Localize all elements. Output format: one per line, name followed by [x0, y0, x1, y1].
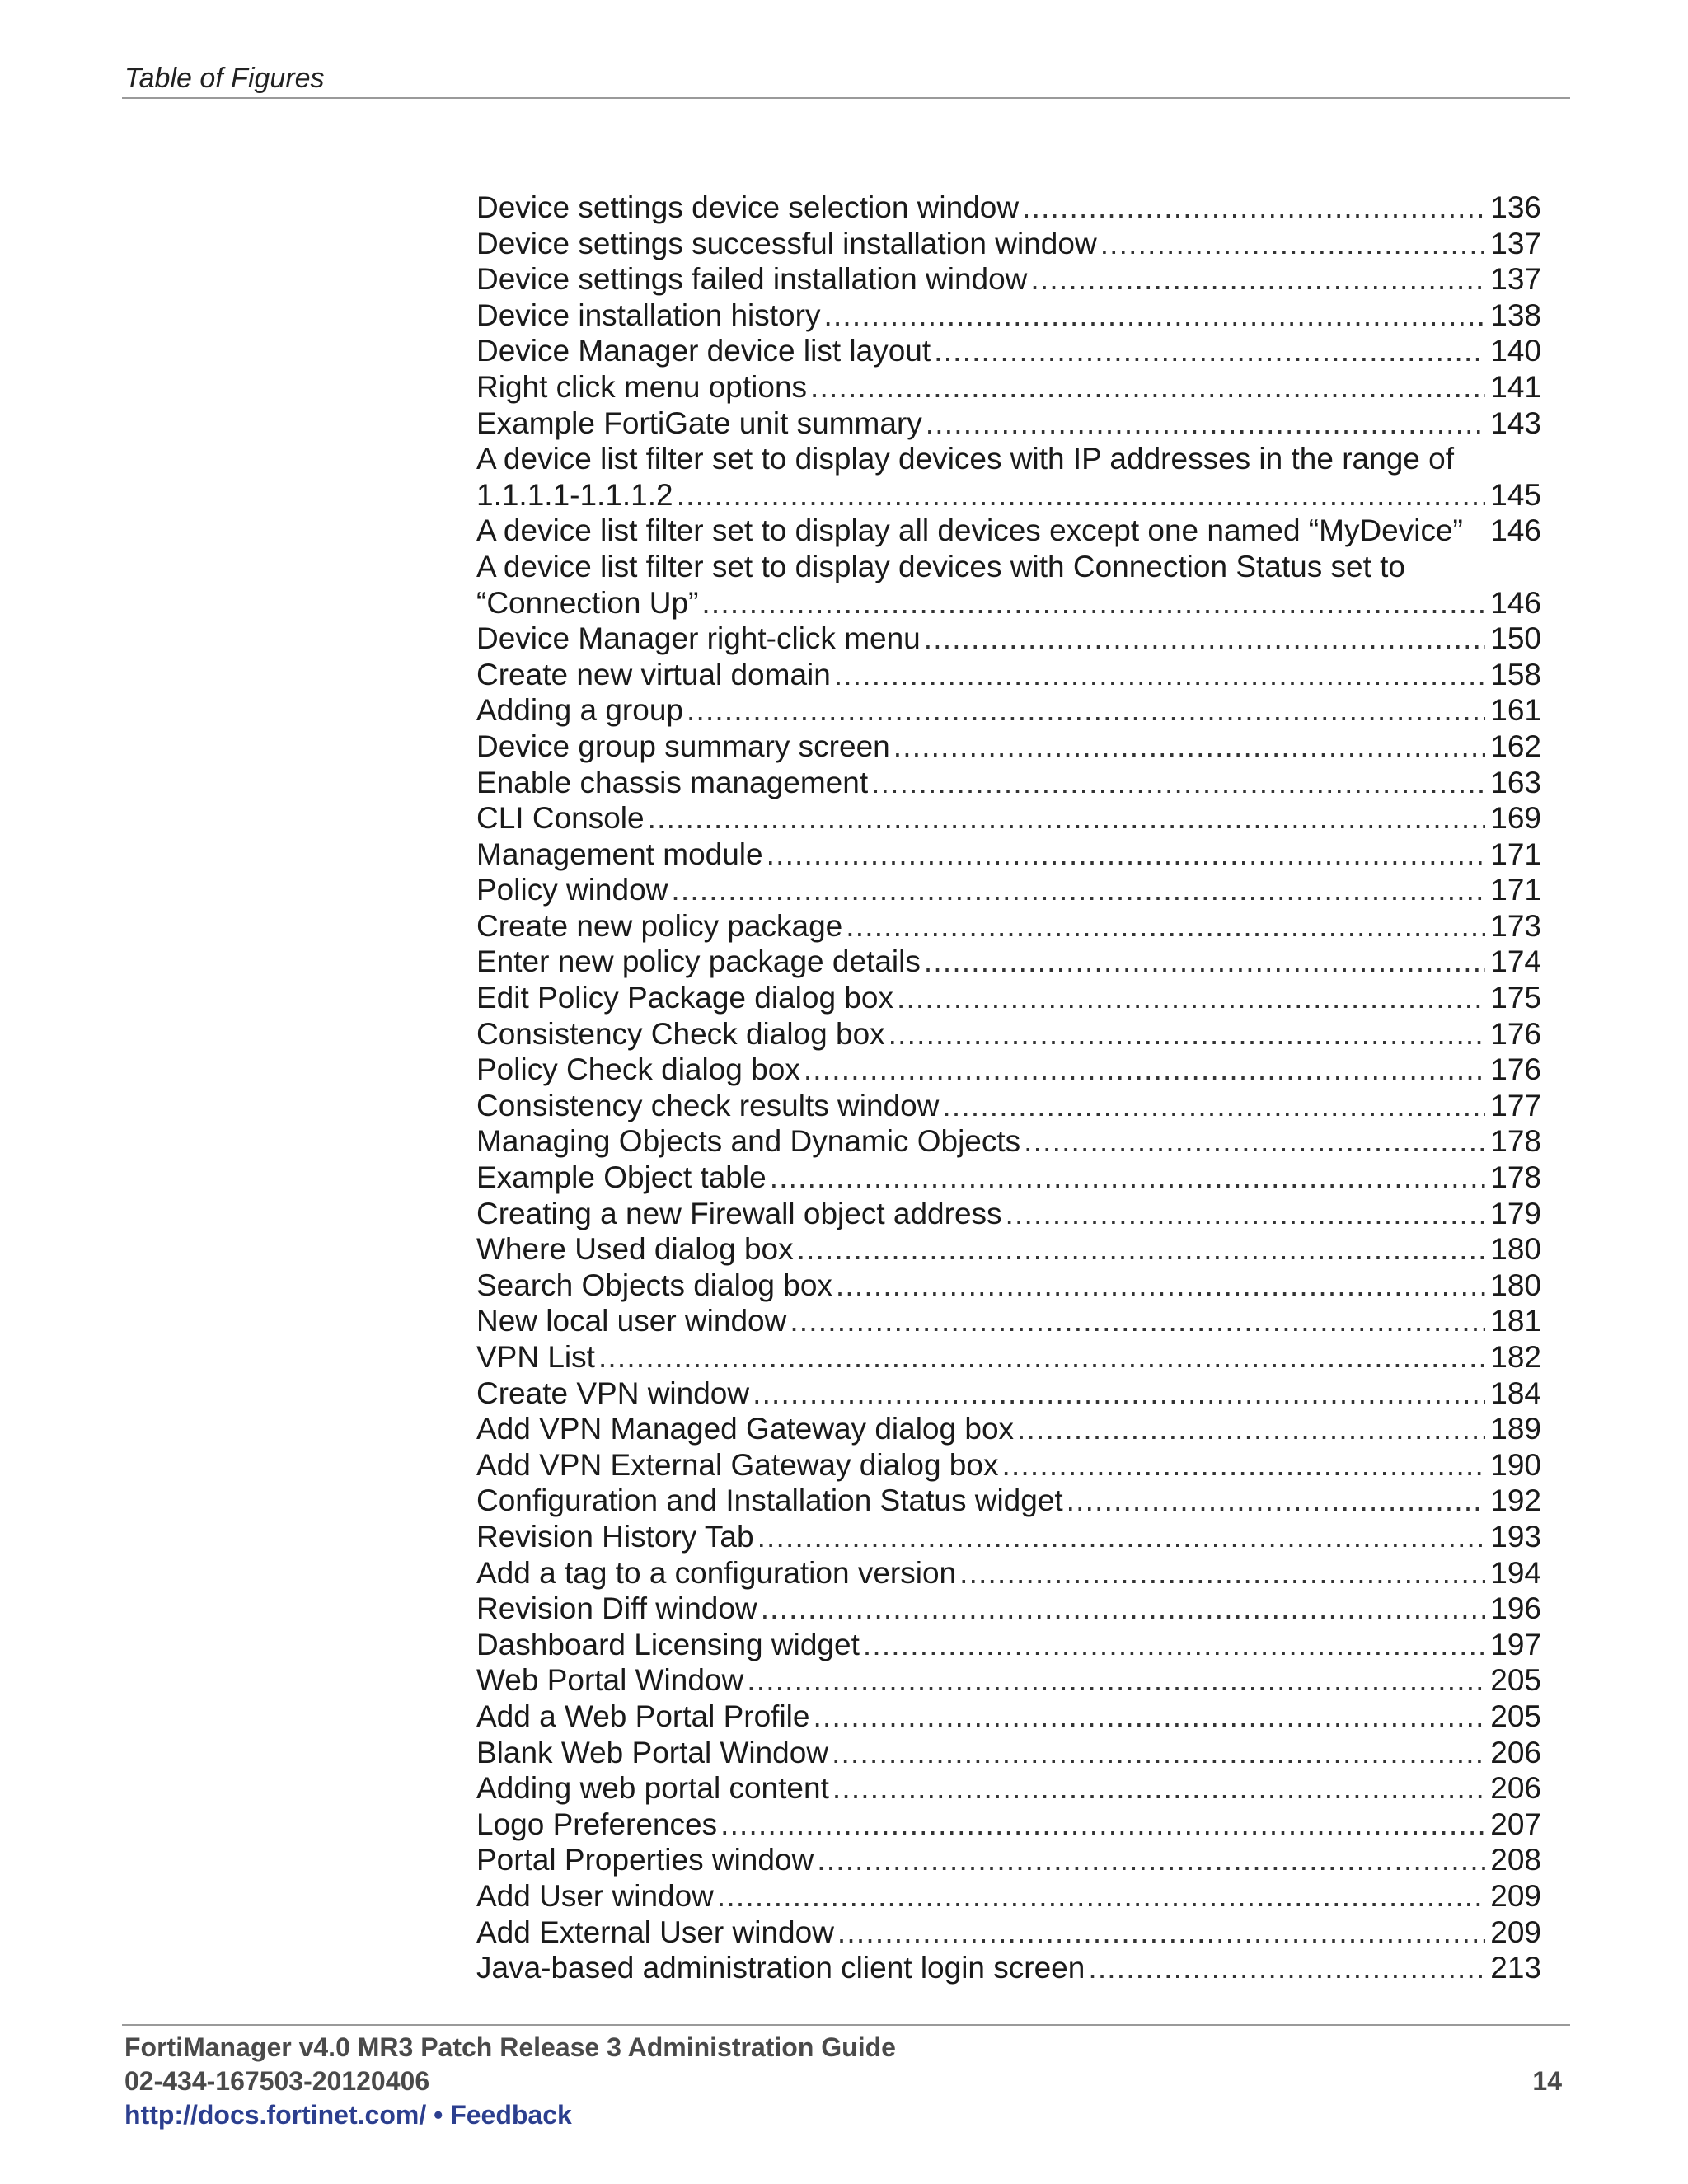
- toc-entry-title: A device list filter set to display devices with IP addresses in the range of: [476, 442, 1454, 476]
- toc-entry[interactable]: [476, 513, 1541, 549]
- toc-entry-title: Management module: [476, 837, 763, 871]
- toc-entry-page: 190: [1490, 1447, 1541, 1482]
- toc-entry-page: 162: [1490, 729, 1541, 763]
- toc-entry-title-continued: “Connection Up”: [476, 585, 699, 620]
- toc-entry[interactable]: [476, 1627, 1541, 1663]
- toc-entry-title: Create new policy package: [476, 908, 843, 943]
- toc-entry-title: Example FortiGate unit summary: [476, 405, 922, 440]
- toc-entry-page: 177: [1490, 1088, 1541, 1122]
- docs-link[interactable]: http://docs.fortinet.com/: [124, 2100, 427, 2130]
- dot-leader: [717, 1878, 1485, 1915]
- toc-entry-page: 207: [1490, 1807, 1541, 1841]
- dot-leader: [810, 369, 1485, 405]
- toc-entry-page: 137: [1490, 226, 1541, 260]
- toc-entry[interactable]: [476, 1339, 1541, 1376]
- toc-entry-title: Device settings failed installation window: [476, 262, 1028, 297]
- toc-entry-page: 180: [1490, 1232, 1541, 1267]
- dot-leader: [817, 1842, 1485, 1878]
- dot-leader: [767, 837, 1485, 873]
- toc-entry-title: Dashboard Licensing widget: [476, 1627, 860, 1661]
- toc-entry[interactable]: [476, 729, 1541, 765]
- toc-entry-title: Java-based administration client login screen: [476, 1951, 1085, 1985]
- toc-entry-page: 189: [1490, 1412, 1541, 1446]
- dot-leader: [671, 872, 1485, 908]
- toc-entry[interactable]: [476, 333, 1541, 369]
- toc-entry-title: A device list filter set to display all devices except one named “MyDevice”: [476, 513, 1463, 548]
- dot-leader: [1030, 261, 1485, 298]
- toc-entry-title: Policy window: [476, 873, 668, 907]
- toc-entry-page: 194: [1490, 1555, 1541, 1590]
- dot-leader: [924, 944, 1485, 980]
- dot-leader: [677, 477, 1485, 513]
- toc-entry-page: 205: [1490, 1663, 1541, 1698]
- toc-entry[interactable]: [476, 1878, 1541, 1915]
- toc-entry[interactable]: [476, 1411, 1541, 1447]
- toc-entry-title: Enable chassis management: [476, 765, 869, 799]
- toc-entry[interactable]: [476, 1303, 1541, 1339]
- table-of-figures-list: [476, 190, 1541, 1986]
- dot-leader: [804, 1052, 1485, 1088]
- toc-entry[interactable]: [476, 1735, 1541, 1771]
- dot-leader: [823, 298, 1485, 334]
- toc-entry[interactable]: [476, 1123, 1541, 1160]
- page-header: [122, 0, 1570, 99]
- dot-leader: [889, 1016, 1485, 1052]
- toc-entry[interactable]: [476, 1483, 1541, 1519]
- toc-entry-page: 174: [1490, 944, 1541, 979]
- toc-entry-page: 209: [1490, 1878, 1541, 1913]
- dot-leader: [1022, 190, 1485, 226]
- toc-entry-page: 181: [1490, 1304, 1541, 1338]
- dot-leader: [753, 1376, 1485, 1412]
- toc-entry[interactable]: [476, 1591, 1541, 1627]
- toc-entry[interactable]: [476, 1088, 1541, 1124]
- toc-entry-title: Create VPN window: [476, 1376, 750, 1410]
- toc-entry[interactable]: [476, 1268, 1541, 1304]
- dot-leader: [813, 1699, 1485, 1735]
- toc-entry-title: Device Manager device list layout: [476, 334, 931, 368]
- dot-leader: [924, 621, 1485, 657]
- document-id: 02-434-167503-20120406: [124, 2066, 430, 2096]
- toc-entry[interactable]: [476, 1842, 1541, 1878]
- toc-entry-title: Add External User window: [476, 1915, 834, 1949]
- toc-entry-page: 180: [1490, 1268, 1541, 1302]
- dot-leader: [770, 1160, 1485, 1196]
- dot-leader: [934, 333, 1485, 369]
- dot-leader: [598, 1339, 1485, 1376]
- dot-leader: [871, 765, 1485, 801]
- toc-entry-page: 175: [1490, 981, 1541, 1015]
- dot-leader: [942, 1088, 1485, 1124]
- dot-leader: [648, 800, 1485, 837]
- toc-entry[interactable]: [476, 1770, 1541, 1807]
- toc-entry[interactable]: [476, 441, 1541, 513]
- toc-entry-page: 173: [1490, 908, 1541, 943]
- toc-entry-page: 213: [1490, 1951, 1541, 1985]
- toc-entry-title: Device installation history: [476, 298, 821, 332]
- toc-entry-title: Device settings successful installation window: [476, 226, 1097, 260]
- dot-leader: [797, 1231, 1485, 1268]
- toc-entry-page: 193: [1490, 1519, 1541, 1554]
- toc-entry-page: 176: [1490, 1016, 1541, 1051]
- toc-entry-page: 178: [1490, 1160, 1541, 1195]
- toc-entry-title: Create new virtual domain: [476, 657, 831, 691]
- toc-entry[interactable]: [476, 980, 1541, 1016]
- dot-leader: [893, 729, 1485, 765]
- page-number: 14: [1532, 2066, 1562, 2096]
- toc-entry-page: 196: [1490, 1591, 1541, 1626]
- toc-entry[interactable]: [476, 1555, 1541, 1591]
- toc-entry-title: Managing Objects and Dynamic Objects: [476, 1124, 1021, 1159]
- toc-entry-page: 169: [1490, 801, 1541, 836]
- toc-entry[interactable]: [476, 837, 1541, 873]
- toc-entry-title: CLI Console: [476, 801, 645, 836]
- dot-leader: [1006, 1196, 1485, 1232]
- toc-entry-title: Consistency check results window: [476, 1088, 940, 1122]
- toc-entry-page: 145: [1490, 477, 1541, 512]
- toc-entry-page: 137: [1490, 262, 1541, 297]
- toc-entry-page: 192: [1490, 1483, 1541, 1518]
- guide-title: FortiManager v4.0 MR3 Patch Release 3 Administration Guide: [124, 2032, 896, 2062]
- dot-leader: [834, 657, 1485, 693]
- toc-entry-page: 206: [1490, 1735, 1541, 1769]
- dot-leader: [747, 1662, 1485, 1699]
- toc-entry[interactable]: [476, 621, 1541, 657]
- toc-entry-title: Policy Check dialog box: [476, 1052, 800, 1087]
- toc-entry-page: 197: [1490, 1627, 1541, 1661]
- toc-entry-page: 161: [1490, 693, 1541, 728]
- dot-leader: [846, 908, 1485, 944]
- dot-leader: [790, 1303, 1485, 1339]
- toc-entry-page: 171: [1490, 837, 1541, 871]
- toc-entry[interactable]: [476, 1160, 1541, 1196]
- toc-entry-title: Edit Policy Package dialog box: [476, 981, 893, 1015]
- dot-leader: [836, 1268, 1485, 1304]
- toc-entry-title: Search Objects dialog box: [476, 1268, 832, 1302]
- toc-entry-title: Revision Diff window: [476, 1591, 757, 1626]
- dot-leader: [720, 1807, 1485, 1843]
- toc-entry[interactable]: [476, 226, 1541, 262]
- toc-entry-page: 143: [1490, 405, 1541, 440]
- dot-leader: [1088, 1950, 1485, 1986]
- toc-entry[interactable]: [476, 800, 1541, 837]
- toc-entry-title: Device Manager right-click menu: [476, 621, 921, 656]
- toc-entry-title: Right click menu options: [476, 369, 808, 404]
- toc-entry-title: Add a tag to a configuration version: [476, 1555, 957, 1590]
- toc-entry-title: Enter new policy package details: [476, 944, 921, 979]
- dot-leader: [832, 1770, 1485, 1807]
- toc-entry-title: Add User window: [476, 1878, 714, 1913]
- toc-entry[interactable]: [476, 298, 1541, 334]
- toc-entry[interactable]: [476, 1052, 1541, 1088]
- toc-entry[interactable]: [476, 1519, 1541, 1555]
- toc-entry[interactable]: [476, 944, 1541, 980]
- toc-entry-page: 138: [1490, 298, 1541, 332]
- toc-entry-page: 179: [1490, 1196, 1541, 1230]
- toc-entry[interactable]: [476, 549, 1541, 621]
- footer-links: [124, 2100, 572, 2130]
- toc-entry-title: Consistency Check dialog box: [476, 1016, 885, 1051]
- dot-leader: [897, 980, 1485, 1016]
- dot-leader: [959, 1555, 1485, 1591]
- toc-entry-title: Example Object table: [476, 1160, 767, 1195]
- toc-entry[interactable]: [476, 405, 1541, 442]
- dot-leader: [701, 585, 1485, 621]
- toc-entry-page: 158: [1490, 657, 1541, 691]
- toc-entry-title: Creating a new Firewall object address: [476, 1196, 1002, 1230]
- dot-leader: [761, 1591, 1485, 1627]
- toc-entry-title: Add VPN Managed Gateway dialog box: [476, 1412, 1015, 1446]
- dot-leader: [1001, 1447, 1485, 1483]
- toc-entry[interactable]: [476, 872, 1541, 908]
- toc-entry-title: Device settings device selection window: [476, 190, 1020, 224]
- toc-entry-title: Revision History Tab: [476, 1519, 754, 1554]
- dot-leader: [863, 1627, 1485, 1663]
- toc-entry[interactable]: [476, 261, 1541, 298]
- toc-entry-title: Adding web portal content: [476, 1771, 829, 1806]
- dot-leader: [1100, 226, 1485, 262]
- toc-entry-title: A device list filter set to display devices with Connection Status set to: [476, 549, 1406, 583]
- toc-entry[interactable]: [476, 1915, 1541, 1951]
- toc-entry[interactable]: [476, 765, 1541, 801]
- toc-entry[interactable]: [476, 1950, 1541, 1986]
- toc-entry[interactable]: [476, 1016, 1541, 1052]
- dot-leader: [1017, 1411, 1485, 1447]
- toc-entry-title: Add a Web Portal Profile: [476, 1699, 810, 1733]
- toc-entry[interactable]: [476, 692, 1541, 729]
- toc-entry-title: Configuration and Installation Status widget: [476, 1483, 1063, 1518]
- toc-entry-page: 146: [1490, 585, 1541, 620]
- toc-entry-title: Blank Web Portal Window: [476, 1735, 829, 1769]
- toc-entry-title: Device group summary screen: [476, 729, 890, 763]
- toc-entry-title: Where Used dialog box: [476, 1232, 794, 1267]
- toc-entry[interactable]: [476, 1807, 1541, 1843]
- footer-separator: •: [434, 2100, 443, 2130]
- toc-entry-page: 163: [1490, 765, 1541, 799]
- dot-leader: [1024, 1123, 1485, 1160]
- toc-entry-page: 206: [1490, 1771, 1541, 1806]
- toc-entry[interactable]: [476, 1662, 1541, 1699]
- toc-entry[interactable]: [476, 1196, 1541, 1232]
- toc-entry-page: 171: [1490, 873, 1541, 907]
- toc-entry-page: 184: [1490, 1376, 1541, 1410]
- toc-entry[interactable]: [476, 1231, 1541, 1268]
- toc-entry-page: 178: [1490, 1124, 1541, 1159]
- toc-entry-title: Add VPN External Gateway dialog box: [476, 1447, 999, 1482]
- toc-entry-title: New local user window: [476, 1304, 787, 1338]
- toc-entry-title: VPN List: [476, 1340, 595, 1374]
- dot-leader: [837, 1915, 1485, 1951]
- feedback-link[interactable]: Feedback: [450, 2100, 572, 2130]
- toc-entry-page: 182: [1490, 1340, 1541, 1374]
- toc-entry-title-continued: 1.1.1.1-1.1.1.2: [476, 477, 673, 512]
- page-header-title: Table of Figures: [124, 63, 325, 94]
- toc-entry[interactable]: [476, 1376, 1541, 1412]
- toc-entry-title: Logo Preferences: [476, 1807, 718, 1841]
- toc-entry-title: Portal Properties window: [476, 1843, 814, 1877]
- dot-leader: [757, 1519, 1485, 1555]
- toc-entry[interactable]: [476, 657, 1541, 693]
- dot-leader: [1067, 1483, 1485, 1519]
- toc-entry-title: Web Portal Window: [476, 1663, 744, 1698]
- toc-entry-page: 150: [1490, 621, 1541, 656]
- toc-entry[interactable]: [476, 908, 1541, 944]
- toc-entry-page: 141: [1490, 369, 1541, 404]
- toc-entry-title: Adding a group: [476, 693, 683, 728]
- toc-entry-page: 209: [1490, 1915, 1541, 1949]
- toc-entry[interactable]: [476, 190, 1541, 226]
- toc-entry-page: 140: [1490, 334, 1541, 368]
- toc-entry-page: 176: [1490, 1052, 1541, 1087]
- page-footer: [122, 2024, 1570, 2130]
- toc-entry-page: 205: [1490, 1699, 1541, 1733]
- toc-entry-page: 208: [1490, 1843, 1541, 1877]
- toc-entry[interactable]: [476, 1447, 1541, 1483]
- toc-entry-page: 146: [1490, 513, 1541, 548]
- toc-entry[interactable]: [476, 369, 1541, 405]
- dot-leader: [832, 1735, 1485, 1771]
- dot-leader: [926, 405, 1485, 442]
- toc-entry[interactable]: [476, 1699, 1541, 1735]
- dot-leader: [687, 692, 1485, 729]
- toc-entry-page: 136: [1490, 190, 1541, 224]
